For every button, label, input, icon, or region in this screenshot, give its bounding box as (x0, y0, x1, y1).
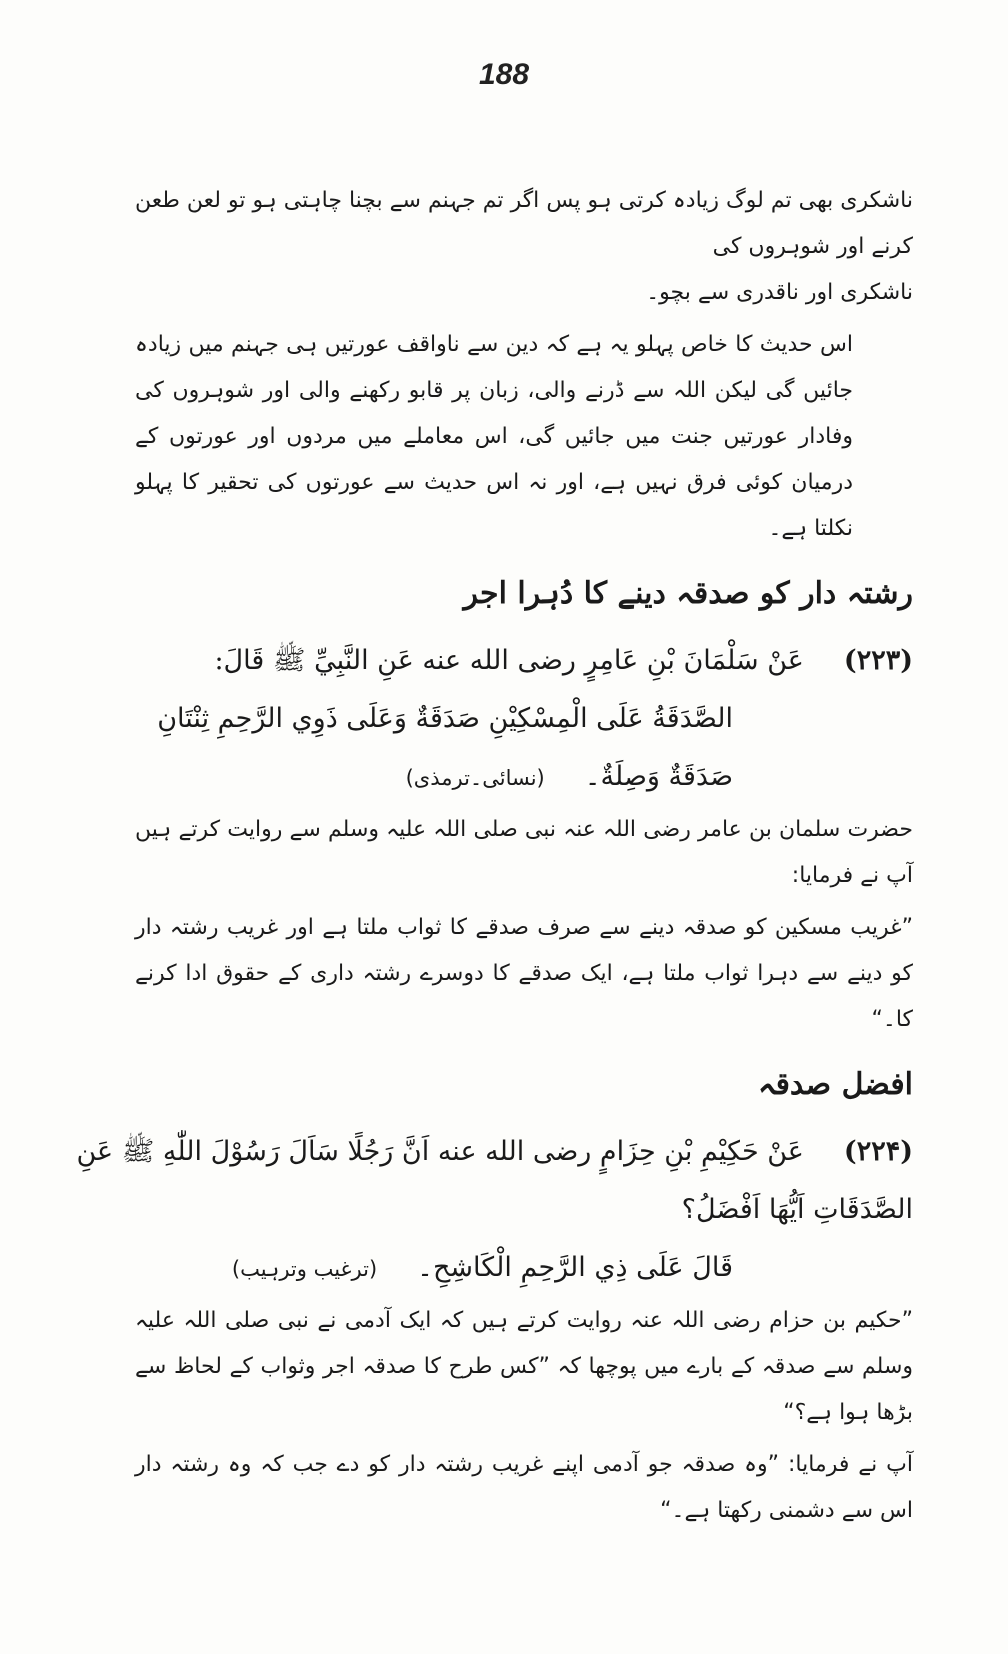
hadith-224-arabic (76, 1123, 913, 1298)
arabic-text: عَنْ سَلْمَانَ بْنِ عَامِرٍ رضی الله عنه عَنِ النَّبِيِّ ﷺ قَالَ: (214, 645, 804, 676)
hadith-223-line-1 (135, 632, 913, 690)
source-reference: (ترغیب وترہیب) (231, 1257, 378, 1281)
hadith-224-line-1 (76, 1123, 913, 1181)
translation-intro-223: حضرت سلمان بن عامر رضی اللہ عنہ نبی صلی اللہ علیہ وسلم سے روایت کرتے ہیں آپ نے فرمایا: (135, 817, 913, 888)
arabic-text: قَالَ عَلَى ذِي الرَّحِمِ الْكَاشِحِ۔ (417, 1252, 733, 1283)
page-content (76, 178, 913, 1540)
hadith-number: (۲۲۳) (843, 645, 913, 676)
translation-224-part-2: آپ نے فرمایا: ”وہ صدقہ جو آدمی اپنے غریب رشتہ دار کو دے جب کہ وہ رشتہ دار اس سے دشمنی رکھتا ہے۔“ (135, 1452, 913, 1523)
hadith-223-line-2: الصَّدَقَةُ عَلَى الْمِسْكِيْنِ صَدَقَةٌ وَعَلَى ذَوِي الرَّحِمِ ثِنْتَانِ (157, 703, 733, 734)
arabic-text: صَدَقَةٌ وَصِلَةٌ۔ (584, 761, 733, 792)
intro-paragraph-2: اس حدیث کا خاص پہلو یہ ہے کہ دین سے ناواقف عورتیں ہی جہنم میں زیادہ جائیں گی لیکن اللہ سے ڈرنے والی، زبان پر قابو رکھنے والی اور شوہروں کی وفادار عورتیں جنت میں جائیں گی، اس معاملے میں مردوں اور عورتوں کے درمیان کوئی فرق نہیں ہے، اور نہ اس حدیث سے عورتوں کی تحقیر کا پہلو نکلتا ہے۔ (135, 332, 853, 541)
hadith-224-line-3 (135, 1239, 913, 1298)
intro-line-1: ناشکری بھی تم لوگ زیادہ کرتی ہو پس اگر تم جہنم سے بچنا چاہتی ہو تو لعن طعن کرنے اور شوہروں کی (135, 188, 913, 259)
translation-224-part-1: ”حکیم بن حزام رضی اللہ عنہ روایت کرتے ہیں کہ ایک آدمی نے نبی صلی اللہ علیہ وسلم سے صدقہ کے بارے میں پوچھا کہ ”کس طرح کا صدقہ اجر وثواب کے لحاظ سے بڑھا ہوا ہے؟“ (135, 1308, 913, 1425)
section-heading-2: افضل صدقہ (758, 1067, 913, 1102)
intro-line-2: ناشکری اور ناقدری سے بچو۔ (646, 280, 913, 305)
hadith-number: (۲۲۴) (843, 1136, 913, 1167)
hadith-224-line-2: الصَّدَقَاتِ اَيُّهَا اَفْضَلُ؟ (681, 1194, 913, 1225)
source-reference: (نسائی۔ترمذی) (405, 766, 545, 790)
hadith-223-line-3 (135, 748, 913, 807)
translation-quote-223: ”غریب مسکین کو صدقہ دینے سے صرف صدقے کا ثواب ملتا ہے اور غریب رشتہ دار کو دینے سے دہرا ثواب ملتا ہے، ایک صدقے کا دوسرے رشتہ داری کے حقوق ادا کرنے کا۔“ (135, 915, 913, 1032)
section-heading-1: رشتہ دار کو صدقہ دینے کا دُہرا اجر (463, 576, 913, 611)
arabic-text: عَنْ حَكِيْمِ بْنِ حِزَامٍ رضی الله عنه اَنَّ رَجُلًا سَاَلَ رَسُوْلَ اللّٰهِ ﷺ عَنِ (76, 1136, 804, 1167)
hadith-223-arabic (135, 632, 913, 807)
page-number: 188 (478, 58, 530, 91)
